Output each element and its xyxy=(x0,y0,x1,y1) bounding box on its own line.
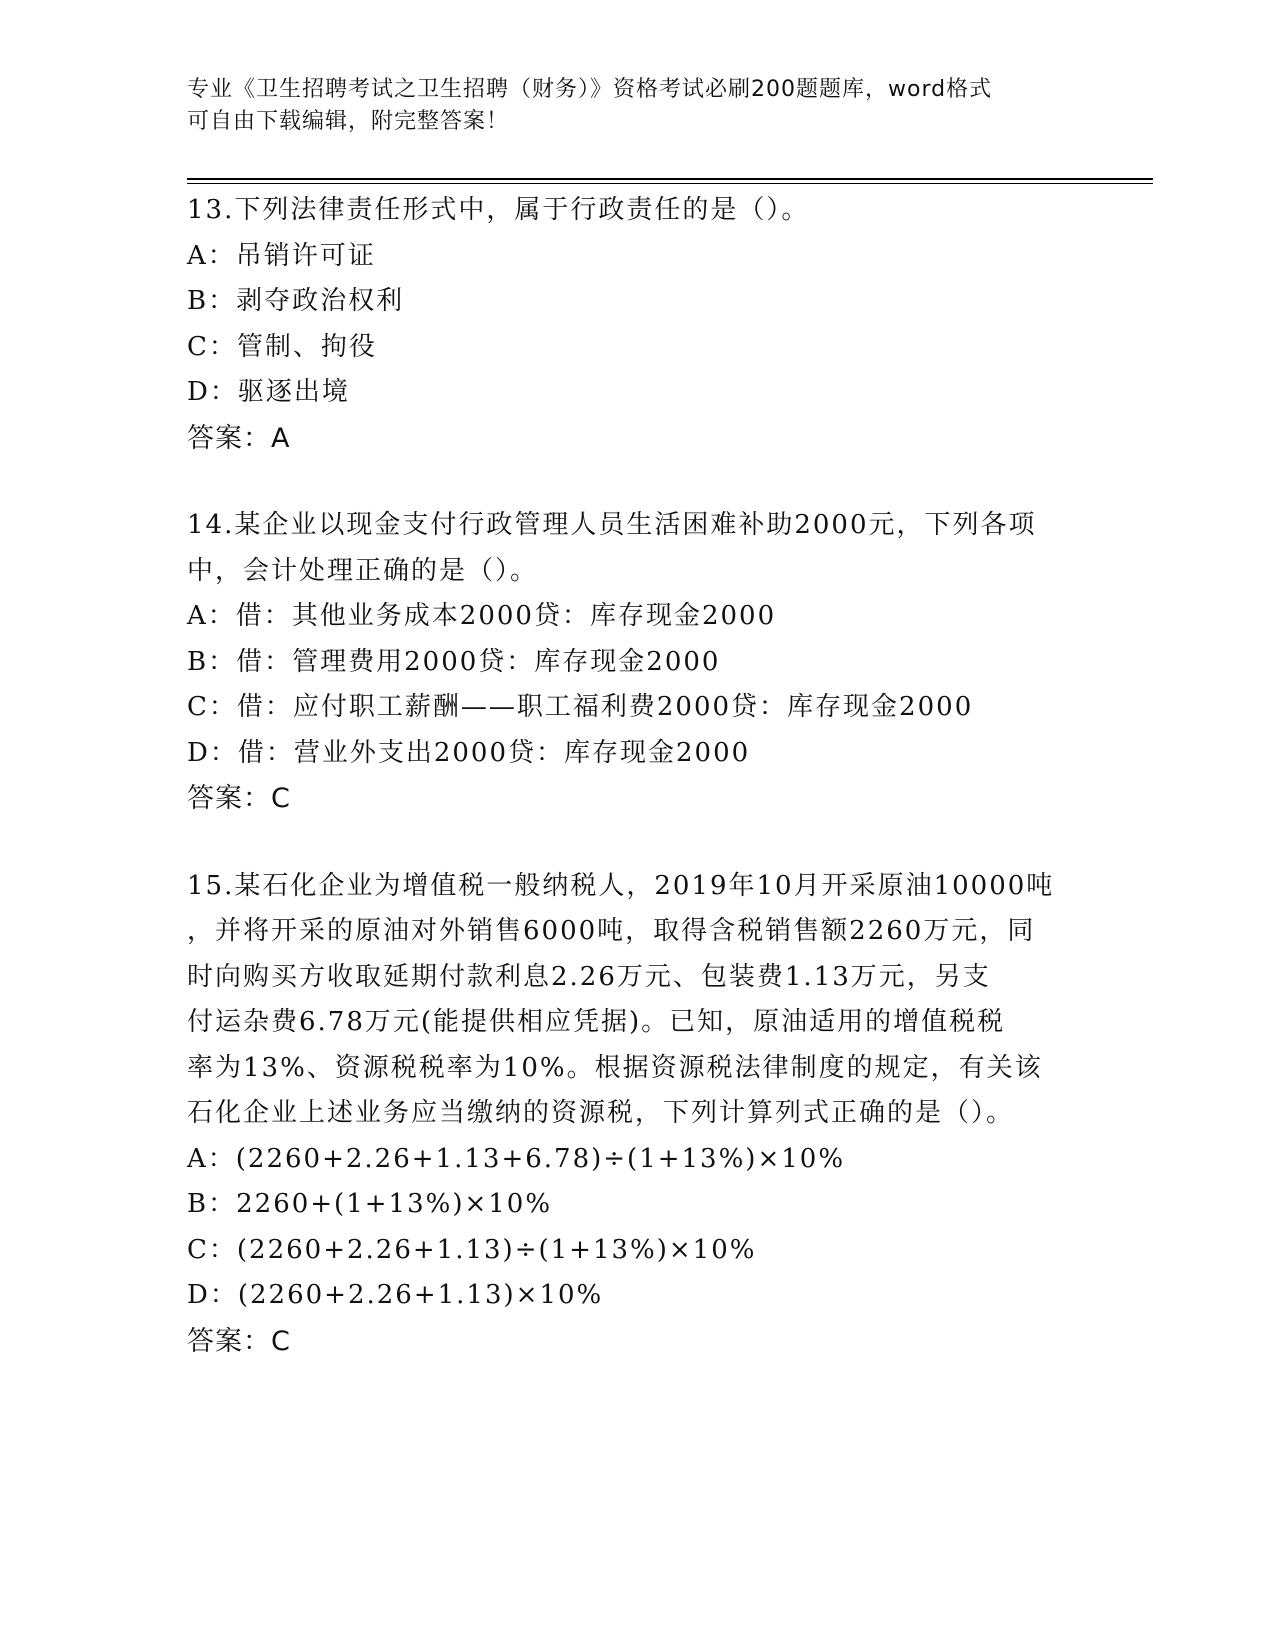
option-a: A：(2260+2.26+1.13+6.78)÷(1+13%)×10% xyxy=(187,1143,846,1174)
question-stem: 14.某企业以现金支付行政管理人员生活困难补助2000元，下列各项 xyxy=(187,510,1037,540)
question-stem: 时向购买方收取延期付款利息2.26万元、包装费1.13万元，另支 xyxy=(187,961,991,992)
header-divider-thin xyxy=(187,183,1153,184)
question-14 xyxy=(187,503,1087,822)
question-stem: 中，会计处理正确的是（）。 xyxy=(187,555,539,586)
option-d: D：驱逐出境 xyxy=(187,377,350,407)
option-b: B：剥夺政治权利 xyxy=(187,286,405,316)
option-c: C：借：应付职工薪酬——职工福利费2000贷：库存现金2000 xyxy=(187,692,974,722)
option-b: B：2260+(1+13%)×10% xyxy=(187,1189,553,1219)
question-stem: 石化企业上述业务应当缴纳的资源税，下列计算列式正确的是（）。 xyxy=(187,1098,1015,1128)
header-title-line-2: 可自由下载编辑，附完整答案！ xyxy=(187,109,510,134)
question-stem: 率为13%、资源税税率为10%。根据资源税法律制度的规定，有关该 xyxy=(187,1052,1043,1083)
option-a: A：借：其他业务成本2000贷：库存现金2000 xyxy=(187,601,777,631)
answer-label: 答案：C xyxy=(187,1325,291,1357)
option-a: A：吊销许可证 xyxy=(187,240,376,271)
document-header xyxy=(187,74,1067,138)
answer-label: 答案：A xyxy=(187,422,291,454)
option-c: C：(2260+2.26+1.13)÷(1+13%)×10% xyxy=(187,1234,757,1265)
answer-label: 答案：C xyxy=(187,783,291,814)
question-stem: 15.某石化企业为增值税一般纳税人，2019年10月开采原油10000吨 xyxy=(187,870,1055,901)
question-13 xyxy=(187,188,1087,461)
question-15 xyxy=(187,864,1087,1365)
question-list xyxy=(187,188,1087,1364)
header-title-line-1: 专业《卫生招聘考试之卫生招聘（财务）》资格考试必刷200题题库，word格式 xyxy=(187,77,993,102)
header-divider-thick xyxy=(187,178,1153,180)
option-d: D：(2260+2.26+1.13)×10% xyxy=(187,1280,604,1310)
option-d: D：借：营业外支出2000贷：库存现金2000 xyxy=(187,737,751,768)
option-b: B：借：管理费用2000贷：库存现金2000 xyxy=(187,646,721,677)
option-c: C：管制、拘役 xyxy=(187,331,377,362)
question-stem: ，并将开采的原油对外销售6000吨，取得含税销售额2260万元，同 xyxy=(187,916,1036,946)
question-stem: 付运杂费6.78万元(能提供相应凭据)。已知，原油适用的增值税税 xyxy=(187,1007,1006,1037)
question-stem: 13.下列法律责任形式中，属于行政责任的是（）。 xyxy=(187,195,810,225)
